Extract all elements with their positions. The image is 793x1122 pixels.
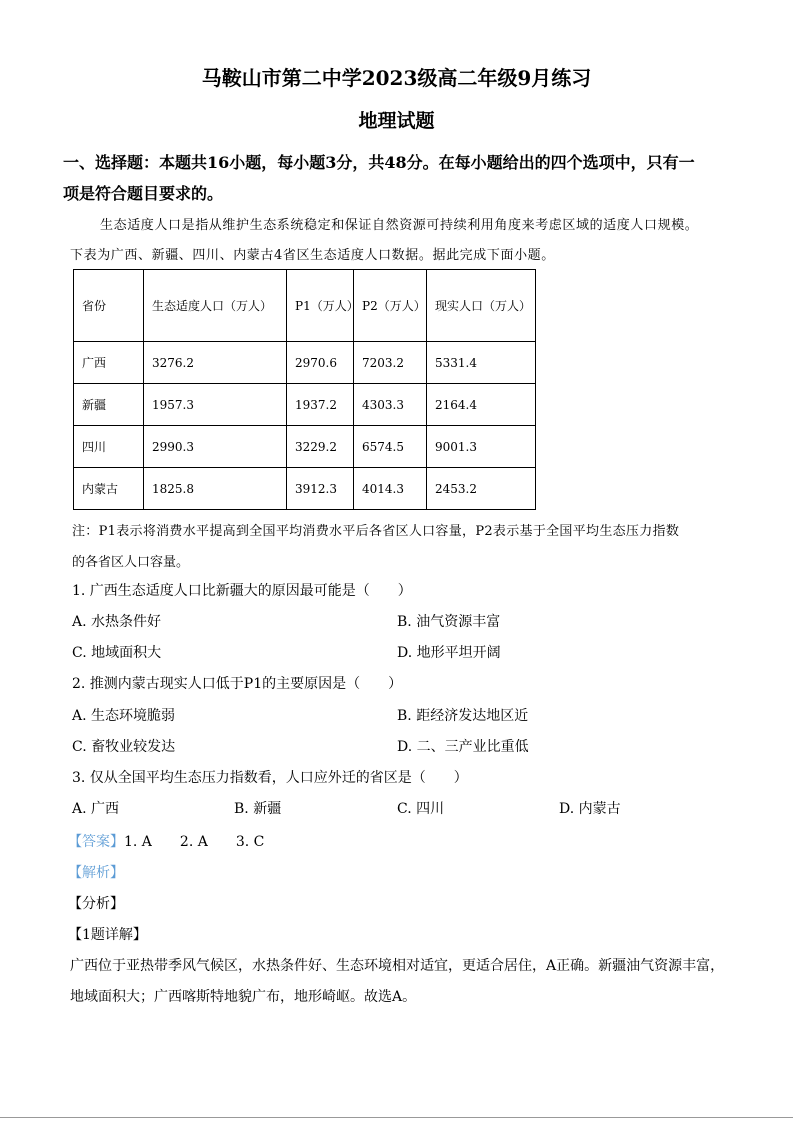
answer-label: 【答案】 (68, 834, 124, 850)
option: A. 广西 (72, 801, 120, 817)
table-header: P2（万人） (354, 270, 427, 342)
table-row (74, 426, 536, 468)
table-cell: 内蒙古 (74, 468, 144, 510)
table-cell: 2164.4 (427, 384, 536, 426)
table-cell: 1937.2 (287, 384, 354, 426)
question-2: 2. 推测内蒙古现实人口低于P1的主要原因是（ ） (72, 676, 403, 692)
table-cell: 9001.3 (427, 426, 536, 468)
intro-text: 生态适度人口是指从维护生态系统稳定和保证自然资源可持续利用角度来考虑区域的适度人口规模。 (100, 218, 699, 233)
table-cell: 四川 (74, 426, 144, 468)
option: C. 地域面积大 (72, 645, 162, 661)
option: C. 四川 (397, 801, 445, 817)
option: B. 油气资源丰富 (397, 614, 501, 630)
detail-text: 地域面积大；广西喀斯特地貌广布，地形崎岖。故选A。 (70, 989, 417, 1005)
table-cell: 新疆 (74, 384, 144, 426)
table-cell: 4014.3 (354, 468, 427, 510)
table-cell: 1957.3 (144, 384, 287, 426)
table-header: 现实人口（万人） (427, 270, 536, 342)
table-cell: 7203.2 (354, 342, 427, 384)
answer-line (68, 831, 264, 851)
population-table (73, 269, 536, 510)
table-row (74, 342, 536, 384)
option: B. 距经济发达地区近 (397, 708, 529, 724)
table-cell: 5331.4 (427, 342, 536, 384)
detail-label: 【1题详解】 (68, 927, 147, 943)
answers: 1. A 2. A 3. C (124, 834, 265, 850)
table-header-row (74, 270, 536, 342)
page-divider (0, 1117, 793, 1118)
table-note: 注：P1表示将消费水平提高到全国平均消费水平后各省区人口容量，P2表示基于全国平均生态压力指数 (72, 524, 680, 539)
option: A. 水热条件好 (72, 614, 162, 630)
table-row (74, 384, 536, 426)
table-cell: 广西 (74, 342, 144, 384)
table-cell: 2970.6 (287, 342, 354, 384)
option: D. 地形平坦开阔 (397, 645, 501, 661)
table-cell: 4303.3 (354, 384, 427, 426)
option: D. 内蒙古 (559, 801, 621, 817)
table-row (74, 468, 536, 510)
table-header: 省份 (74, 270, 144, 342)
section-heading-cont: 项是符合题目要求的。 (63, 184, 224, 203)
table-note: 的各省区人口容量。 (72, 555, 190, 570)
table-cell: 3229.2 (287, 426, 354, 468)
question-1: 1. 广西生态适度人口比新疆大的原因最可能是（ ） (72, 583, 412, 599)
detail-text: 广西位于亚热带季风气候区，水热条件好、生态环境相对适宜，更适合居住，A正确。新疆油气资源丰富， (70, 958, 725, 974)
section-heading: 一、选择题：本题共16小题，每小题3分，共48分。在每小题给出的四个选项中，只有一 (63, 153, 695, 172)
page-title: 马鞍山市第二中学2023级高二年级9月练习 (201, 66, 592, 90)
table-cell: 2990.3 (144, 426, 287, 468)
table-cell: 3276.2 (144, 342, 287, 384)
option: D. 二、三产业比重低 (397, 739, 529, 755)
option: C. 畜牧业较发达 (72, 739, 176, 755)
question-3: 3. 仅从全国平均生态压力指数看，人口应外迁的省区是（ ） (72, 770, 468, 786)
table-header: 生态适度人口（万人） (144, 270, 287, 342)
intro-text: 下表为广西、新疆、四川、内蒙古4省区生态适度人口数据。据此完成下面小题。 (70, 248, 555, 263)
option: B. 新疆 (234, 801, 282, 817)
table-cell: 6574.5 (354, 426, 427, 468)
table-cell: 2453.2 (427, 468, 536, 510)
fenxi-label: 【分析】 (68, 896, 124, 912)
table-cell: 3912.3 (287, 468, 354, 510)
option: A. 生态环境脆弱 (72, 708, 176, 724)
page-subtitle: 地理试题 (358, 110, 435, 132)
table-cell: 1825.8 (144, 468, 287, 510)
analysis-label: 【解析】 (68, 865, 124, 881)
table-header: P1（万人） (287, 270, 354, 342)
